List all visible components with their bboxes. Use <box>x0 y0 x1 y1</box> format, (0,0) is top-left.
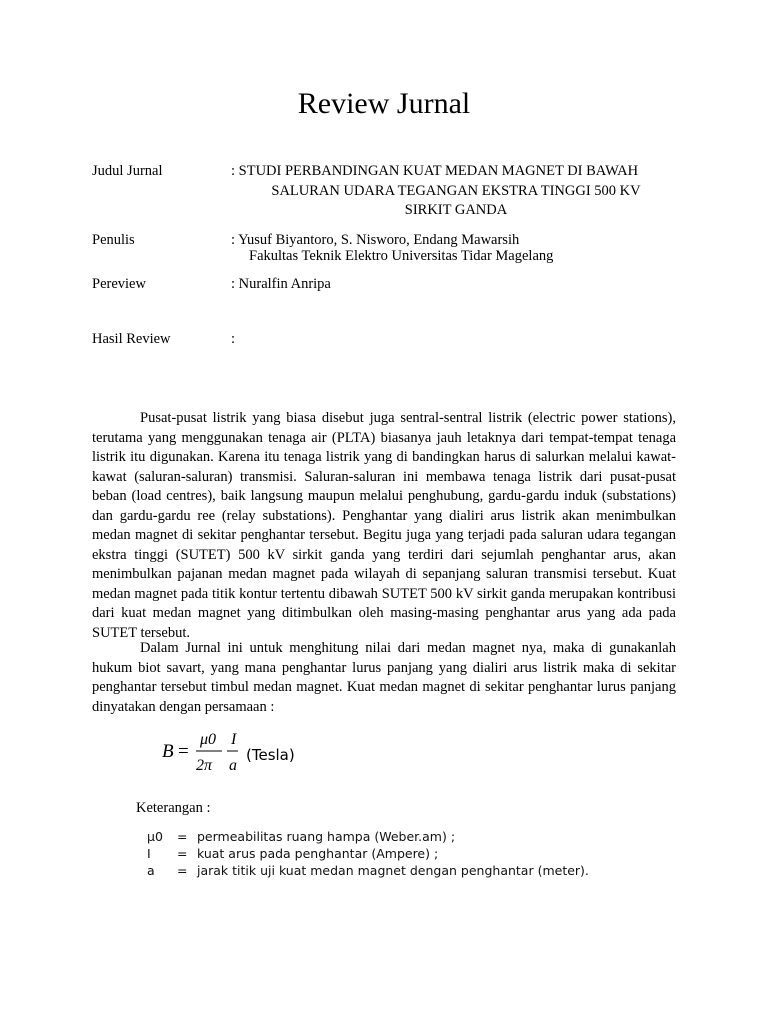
formula-lhs: B <box>162 741 174 762</box>
formula-distance: a <box>229 757 237 774</box>
legend-description: permeabilitas ruang hampa (Weber.am) ; <box>197 829 456 844</box>
legend-equals: = <box>177 863 188 878</box>
page-title: Review Jurnal <box>297 87 471 120</box>
formula-2pi: 2π <box>196 757 213 774</box>
journal-title-line-3: SIRKIT GANDA <box>404 202 508 218</box>
pereview-value: : Nuralfin Anripa <box>231 276 331 292</box>
journal-title-line-2: SALURAN UDARA TEGANGAN EKSTRA TINGGI 500 KV <box>271 182 641 199</box>
journal-title <box>231 162 681 221</box>
legend-equals: = <box>177 829 188 844</box>
keterangan-heading: Keterangan : <box>136 800 211 816</box>
journal-title-line-1: : STUDI PERBANDINGAN KUAT MEDAN MAGNET DI BAWAH <box>231 163 639 179</box>
legend-item <box>147 829 455 844</box>
legend-item <box>147 846 438 861</box>
penulis-label: Penulis <box>92 232 135 248</box>
hasil-review-label: Hasil Review <box>92 331 171 347</box>
legend-symbol: a <box>147 863 155 878</box>
paragraph-2: Dalam Jurnal ini untuk menghitung nilai dari medan magnet nya, maka di gunakanlah hukum biot savart, yang mana penghantar lurus panjang yang dialiri arus listrik maka di sekitar penghantar tersebut timbul medan magnet. Kuat medan magnet di sekitar penghantar lurus panjang dinyatakan dengan persamaan : <box>92 640 676 715</box>
legend-symbol: I <box>147 846 151 861</box>
paragraph-1: Pusat-pusat listrik yang biasa disebut juga sentral-sentral listrik (electric power stations), terutama yang menggunakan tenaga air (PLTA) biasanya jauh letaknya dari tempat-tempat tenaga listrik itu digunakan. Karena itu tenaga listrik yang di bandingkan harus di salurkan melalui kawat-kawat (saluran-saluran) transmisi. Saluran-saluran ini membawa tenaga listrik dari pusat-pusat beban (load centres), baik langsung maupun melalui penghubung, gardu-gardu induk (substations) dan gardu-gardu ree (relay substations). Penghantar yang dialiri arus listrik akan menimbulkan medan magnet di sekitar penghantar tersebut. Begitu juga yang terjadi pada saluran udara tegangan ekstra tinggi (SUTET) 500 kV sirkit ganda yang terdiri dari sejumlah penghantar arus, akan menimbulkan pajanan medan magnet pada wilayah di sepanjang saluran transmisi tersebut. Kuat medan magnet pada titik kontur tertentu dibawah SUTET 500 kV sirkit ganda merupakan kontribusi dari kuat medan magnet yang ditimbulkan oleh masing-masing penghantar arus yang ada pada SUTET tersebut. <box>92 410 676 641</box>
hasil-review-value: : <box>231 331 236 347</box>
legend-description: kuat arus pada penghantar (Ampere) ; <box>197 846 439 861</box>
formula-current: I <box>231 731 237 748</box>
biot-savart-formula <box>160 724 320 784</box>
formula-equals: = <box>178 741 189 762</box>
judul-label: Judul Jurnal <box>92 163 163 179</box>
legend-equals: = <box>177 846 188 861</box>
legend-description: jarak titik uji kuat medan magnet dengan penghantar (meter). <box>197 863 589 878</box>
pereview-label: Pereview <box>92 276 146 292</box>
legend-item <box>147 863 589 878</box>
formula-unit: (Tesla) <box>246 746 295 764</box>
legend-symbol: μ0 <box>147 829 163 844</box>
penulis-value: : Yusuf Biyantoro, S. Nisworo, Endang Mawarsih <box>231 232 520 248</box>
formula-mu0: μ0 <box>200 731 217 748</box>
penulis-affiliation: Fakultas Teknik Elektro Universitas Tidar Magelang <box>249 248 554 264</box>
